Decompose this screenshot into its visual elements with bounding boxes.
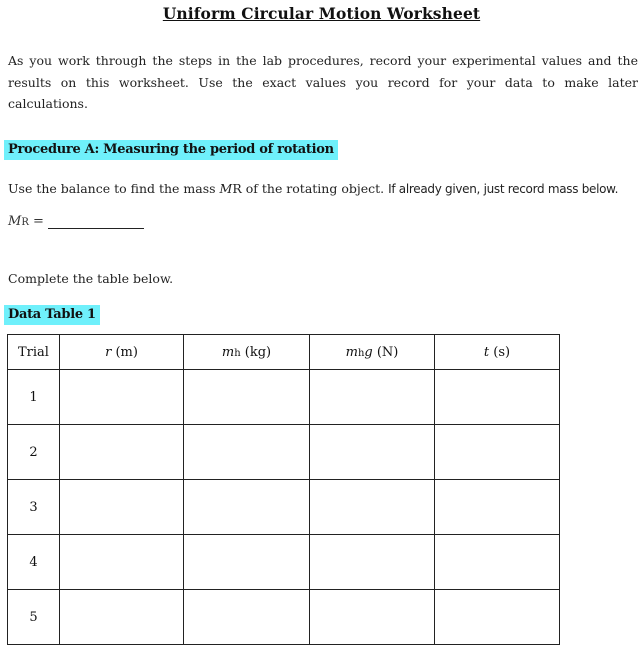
table-row	[8, 370, 560, 425]
table-row	[8, 480, 560, 535]
cell-r[interactable]	[60, 535, 184, 590]
cell-r[interactable]	[60, 370, 184, 425]
header-mh	[184, 335, 310, 370]
cell-t[interactable]	[435, 425, 560, 480]
header-mhg-unit: (N)	[376, 344, 399, 360]
header-r-unit: (m)	[115, 344, 138, 360]
mass-label-var: M	[8, 214, 22, 229]
trial-number: 5	[8, 590, 60, 645]
intro-paragraph: As you work through the steps in the lab procedures, record your experimental values and the results on this worksheet. Use the exact values you record for your data to make later calculations.	[8, 53, 638, 111]
table-row	[8, 590, 560, 645]
trial-number: 2	[8, 425, 60, 480]
header-r	[60, 335, 184, 370]
header-mhg-g: g	[364, 344, 373, 360]
data-table-1	[7, 334, 560, 645]
data-table-1-heading: Data Table 1	[4, 305, 100, 325]
header-trial: Trial	[8, 335, 60, 370]
cell-r[interactable]	[60, 480, 184, 535]
cell-mhg[interactable]	[310, 590, 435, 645]
header-t	[435, 335, 560, 370]
table-row	[8, 425, 560, 480]
cell-mhg[interactable]	[310, 370, 435, 425]
header-mhg-sub: h	[357, 347, 365, 359]
header-mhg	[310, 335, 435, 370]
cell-r[interactable]	[60, 425, 184, 480]
header-t-unit: (s)	[493, 344, 511, 360]
cell-mh[interactable]	[184, 590, 310, 645]
header-mh-unit: (kg)	[244, 344, 272, 360]
header-mhg-var: m	[345, 344, 358, 360]
cell-mh[interactable]	[184, 480, 310, 535]
cell-mhg[interactable]	[310, 535, 435, 590]
balance-text-middle: of the rotating object.	[241, 181, 389, 196]
mass-symbol-var: M	[219, 181, 233, 196]
balance-text-end: If already given, just record mass below.	[388, 182, 619, 196]
complete-instruction: Complete the table below.	[8, 271, 174, 286]
cell-mhg[interactable]	[310, 480, 435, 535]
cell-t[interactable]	[435, 370, 560, 425]
mass-entry-row	[8, 214, 144, 229]
table-row	[8, 535, 560, 590]
cell-mhg[interactable]	[310, 425, 435, 480]
trial-number: 1	[8, 370, 60, 425]
balance-instruction	[8, 181, 618, 196]
mass-symbol-sub: R	[232, 181, 242, 196]
cell-mh[interactable]	[184, 370, 310, 425]
trial-number: 3	[8, 480, 60, 535]
worksheet-title: Uniform Circular Motion Worksheet	[162, 4, 481, 23]
cell-mh[interactable]	[184, 535, 310, 590]
cell-mh[interactable]	[184, 425, 310, 480]
mass-label-eq: =	[28, 214, 44, 229]
mass-blank-line[interactable]	[48, 216, 144, 229]
cell-r[interactable]	[60, 590, 184, 645]
cell-t[interactable]	[435, 480, 560, 535]
header-r-var: r	[105, 344, 112, 360]
mass-label-sub: R	[21, 217, 29, 228]
cell-t[interactable]	[435, 535, 560, 590]
procedure-a-heading: Procedure A: Measuring the period of rotation	[4, 140, 338, 160]
header-t-var: t	[483, 344, 490, 360]
balance-text-start: Use the balance to find the mass	[8, 181, 220, 196]
table-header-row	[8, 335, 560, 370]
header-mh-var: m	[221, 344, 235, 360]
header-mh-sub: h	[234, 347, 241, 359]
trial-number: 4	[8, 535, 60, 590]
cell-t[interactable]	[435, 590, 560, 645]
